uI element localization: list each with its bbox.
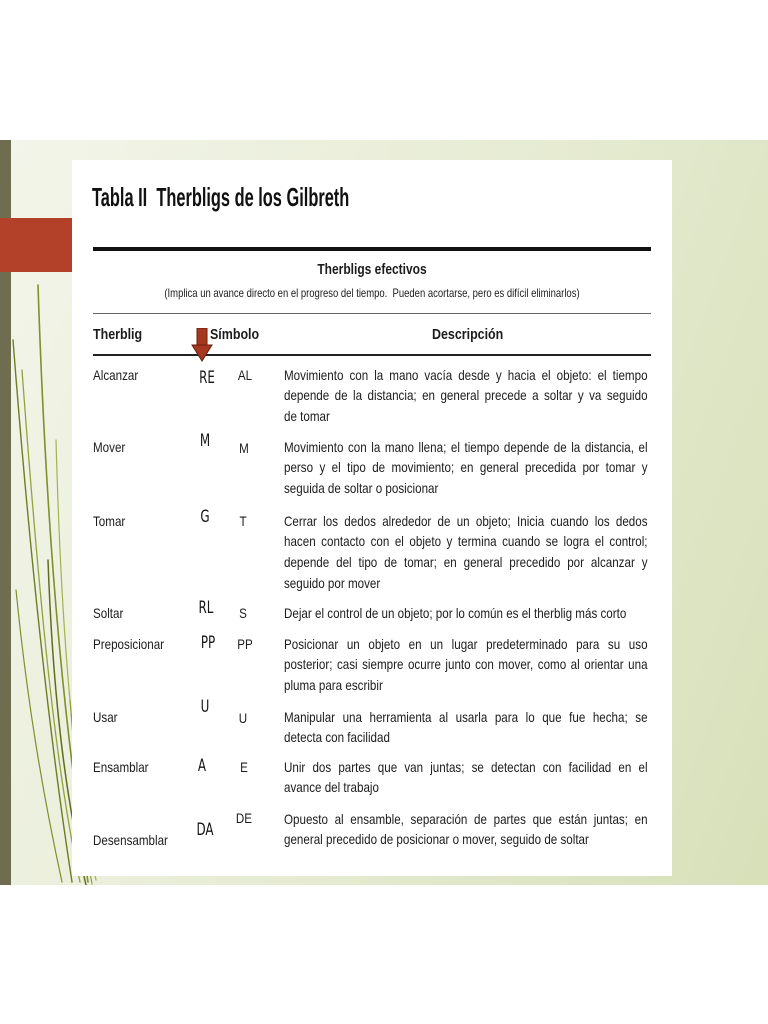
description-line: depende del tipo de tomar; en general precedido por alcanzar y [284, 553, 648, 570]
description-line: Cerrar los dedos alrededor de un objeto; Inicia cuando los dedos [284, 512, 648, 529]
therblig-symbol: T [239, 512, 247, 529]
slide-background [0, 140, 768, 885]
handwritten-symbol: G [200, 506, 210, 527]
handwritten-symbol: M [199, 430, 211, 451]
therblig-description [284, 603, 648, 624]
description-line: Unir dos partes que van juntas; se detectan con facilidad en el [284, 758, 648, 775]
table-title: Tabla II Therbligs de los Gilbreth [92, 182, 350, 212]
therblig-description [284, 437, 648, 499]
therblig-symbol: U [238, 709, 248, 726]
top-rule [93, 247, 651, 251]
therblig-description [284, 757, 648, 798]
description-line: Movimiento con la mano llena; el tiempo depende de la distancia, el [284, 438, 648, 455]
handwritten-symbol: RL [198, 597, 214, 618]
description-line: general precedido de posicionar o mover, seguido de soltar [284, 831, 589, 848]
therblig-description [284, 634, 648, 696]
description-line: Opuesto al ensamble, separación de partes que están juntas; en [284, 810, 648, 827]
description-line: perso y el tipo de movimiento; en general precedida por tomar y [284, 459, 648, 476]
therblig-name: Mover [93, 438, 126, 455]
section-note: (Implica un avance directo en el progreso del tiempo. Pueden acortarse, pero es difícil eliminarlos) [164, 286, 580, 300]
header-therblig: Therblig [93, 326, 143, 343]
description-line: seguido por mover [284, 574, 381, 591]
header-description: Descripción [432, 326, 504, 343]
description-line: depende de la distancia; en general precede a soltar y va seguido [284, 387, 648, 404]
section-title: Therbligs efectivos [317, 261, 427, 278]
therblig-symbol: E [240, 758, 248, 775]
therblig-name: Desensamblar [93, 831, 168, 848]
therblig-symbol: DE [235, 809, 253, 826]
therblig-name: Tomar [93, 512, 126, 529]
description-line: Posicionar un objeto en un lugar predeterminado para su uso [284, 635, 648, 652]
section-rule [93, 313, 651, 314]
handwritten-symbol: PP [200, 632, 216, 653]
therblig-symbol: AL [237, 366, 253, 383]
therblig-description [284, 511, 648, 594]
handwritten-symbol: A [197, 755, 207, 776]
therblig-symbol: PP [237, 635, 253, 652]
description-line: Dejar el control de un objeto; por lo común es el therblig más corto [284, 604, 627, 621]
description-line: detecta con facilidad [284, 729, 390, 746]
red-accent-block [0, 218, 72, 272]
therblig-name: Ensamblar [93, 758, 149, 775]
header-symbol: Símbolo [210, 326, 260, 343]
description-line: pluma para escribir [284, 676, 383, 693]
description-line: hacen contacto con el objeto y termina cuando se logra el control; [284, 533, 648, 550]
therblig-description [284, 365, 648, 427]
description-line: Movimiento con la mano vacía desde y hacia el objeto: el tiempo [284, 366, 648, 383]
therblig-name: Preposicionar [93, 635, 165, 652]
description-line: seguida de soltar o posicionar [284, 479, 439, 496]
therblig-description [284, 707, 648, 748]
down-arrow-icon [191, 328, 213, 362]
document-card [72, 160, 672, 876]
therblig-description [284, 809, 648, 850]
handwritten-symbol: RE [199, 367, 215, 388]
handwritten-symbol: DA [196, 819, 214, 840]
description-line: avance del trabajo [284, 779, 379, 796]
description-line: Manipular una herramienta al usarla para lo que fue hecha; se [284, 708, 648, 725]
therblig-name: Soltar [93, 604, 124, 621]
header-rule [93, 354, 651, 356]
description-line: de tomar [284, 407, 330, 424]
therblig-symbol: M [239, 439, 249, 456]
therblig-name: Usar [93, 708, 118, 725]
handwritten-symbol: U [200, 696, 210, 717]
therblig-name: Alcanzar [93, 366, 139, 383]
therblig-symbol: S [239, 604, 247, 621]
description-line: posterior; casi siempre ocurre junto con mover, como al orientar una [284, 656, 648, 673]
